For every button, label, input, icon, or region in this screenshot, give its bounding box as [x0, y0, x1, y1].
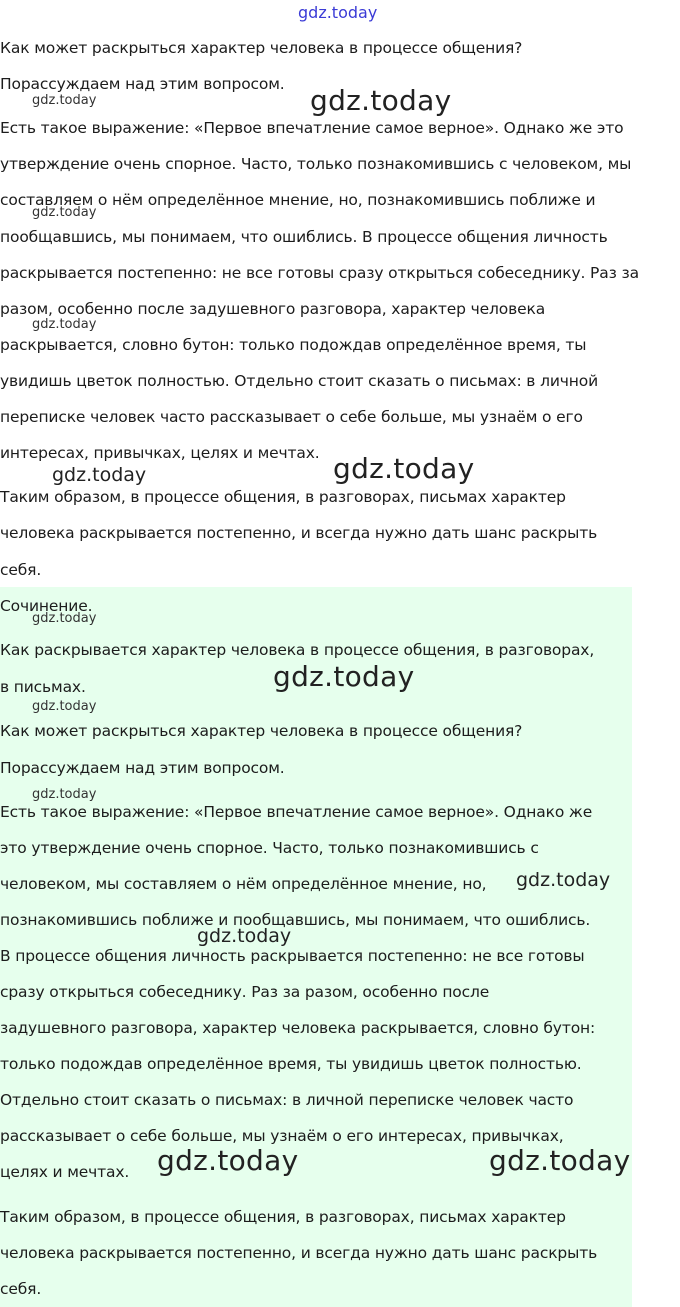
- text-line: раскрывается, словно бутон: только подождав определённое время, ты: [0, 336, 587, 354]
- watermark: gdz.today: [32, 611, 97, 626]
- watermark: gdz.today: [157, 1144, 299, 1177]
- text-line: это утверждение очень спорное. Часто, только познакомившись с: [0, 839, 539, 857]
- watermark: gdz.today: [489, 1144, 631, 1177]
- text-line: только подождав определённое время, ты увидишь цветок полностью.: [0, 1055, 582, 1073]
- essay-title-line: в письмах.: [0, 678, 86, 696]
- text-line: сразу открыться собеседнику. Раз за разом, особенно после: [0, 983, 490, 1001]
- text-line: Порассуждаем над этим вопросом.: [0, 75, 285, 93]
- essay-title-line: Как раскрывается характер человека в процессе общения, в разговорах,: [0, 641, 595, 659]
- text-line: себя.: [0, 561, 42, 579]
- watermark: gdz.today: [52, 464, 147, 486]
- text-line: человека раскрывается постепенно, и всегда нужно дать шанс раскрыть: [0, 524, 598, 542]
- text-line: Порассуждаем над этим вопросом.: [0, 759, 285, 777]
- watermark: gdz.today: [32, 205, 97, 220]
- text-line: человеком, мы составляем о нём определённое мнение, но,: [0, 875, 487, 893]
- text-line: Как может раскрыться характер человека в процессе общения?: [0, 39, 523, 57]
- text-line: человека раскрывается постепенно, и всегда нужно дать шанс раскрыть: [0, 1244, 598, 1262]
- text-line: познакомившись поближе и пообщавшись, мы понимаем, что ошиблись.: [0, 911, 591, 929]
- text-line: Отдельно стоит сказать о письмах: в личной переписке человек часто: [0, 1091, 574, 1109]
- text-line: раскрывается постепенно: не все готовы сразу открыться собеседнику. Раз за: [0, 264, 639, 282]
- text-line: целях и мечтах.: [0, 1163, 130, 1181]
- text-line: пообщавшись, мы понимаем, что ошиблись. В процессе общения личность: [0, 228, 608, 246]
- text-line: увидишь цветок полностью. Отдельно стоит сказать о письмах: в личной: [0, 372, 598, 390]
- text-line: себя.: [0, 1280, 42, 1298]
- watermark: gdz.today: [32, 317, 97, 332]
- watermark: gdz.today: [310, 84, 452, 117]
- essay-heading: Сочинение.: [0, 597, 93, 615]
- watermark: gdz.today: [516, 869, 611, 891]
- text-line: Как может раскрыться характер человека в процессе общения?: [0, 722, 523, 740]
- watermark: gdz.today: [333, 452, 475, 485]
- text-line: утверждение очень спорное. Часто, только познакомившись с человеком, мы: [0, 155, 632, 173]
- watermark: gdz.today: [273, 660, 415, 693]
- watermark: gdz.today: [32, 699, 97, 714]
- text-line: Есть такое выражение: «Первое впечатление самое верное». Однако же это: [0, 119, 624, 137]
- text-line: Таким образом, в процессе общения, в разговорах, письмах характер: [0, 488, 566, 506]
- page-top-watermark: gdz.today: [298, 3, 378, 22]
- text-line: интересах, привычках, целях и мечтах.: [0, 444, 320, 462]
- text-line: рассказывает о себе больше, мы узнаём о его интересах, привычках,: [0, 1127, 564, 1145]
- watermark: gdz.today: [32, 93, 97, 108]
- watermark: gdz.today: [32, 787, 97, 802]
- text-line: задушевного разговора, характер человека раскрывается, словно бутон:: [0, 1019, 596, 1037]
- text-line: В процессе общения личность раскрывается постепенно: не все готовы: [0, 947, 585, 965]
- text-line: переписке человек часто рассказывает о себе больше, мы узнаём о его: [0, 408, 583, 426]
- text-line: составляем о нём определённое мнение, но, познакомившись поближе и: [0, 191, 596, 209]
- watermark: gdz.today: [197, 925, 292, 947]
- text-line: разом, особенно после задушевного разговора, характер человека: [0, 300, 546, 318]
- text-line: Таким образом, в процессе общения, в разговорах, письмах характер: [0, 1208, 566, 1226]
- text-line: Есть такое выражение: «Первое впечатление самое верное». Однако же: [0, 803, 593, 821]
